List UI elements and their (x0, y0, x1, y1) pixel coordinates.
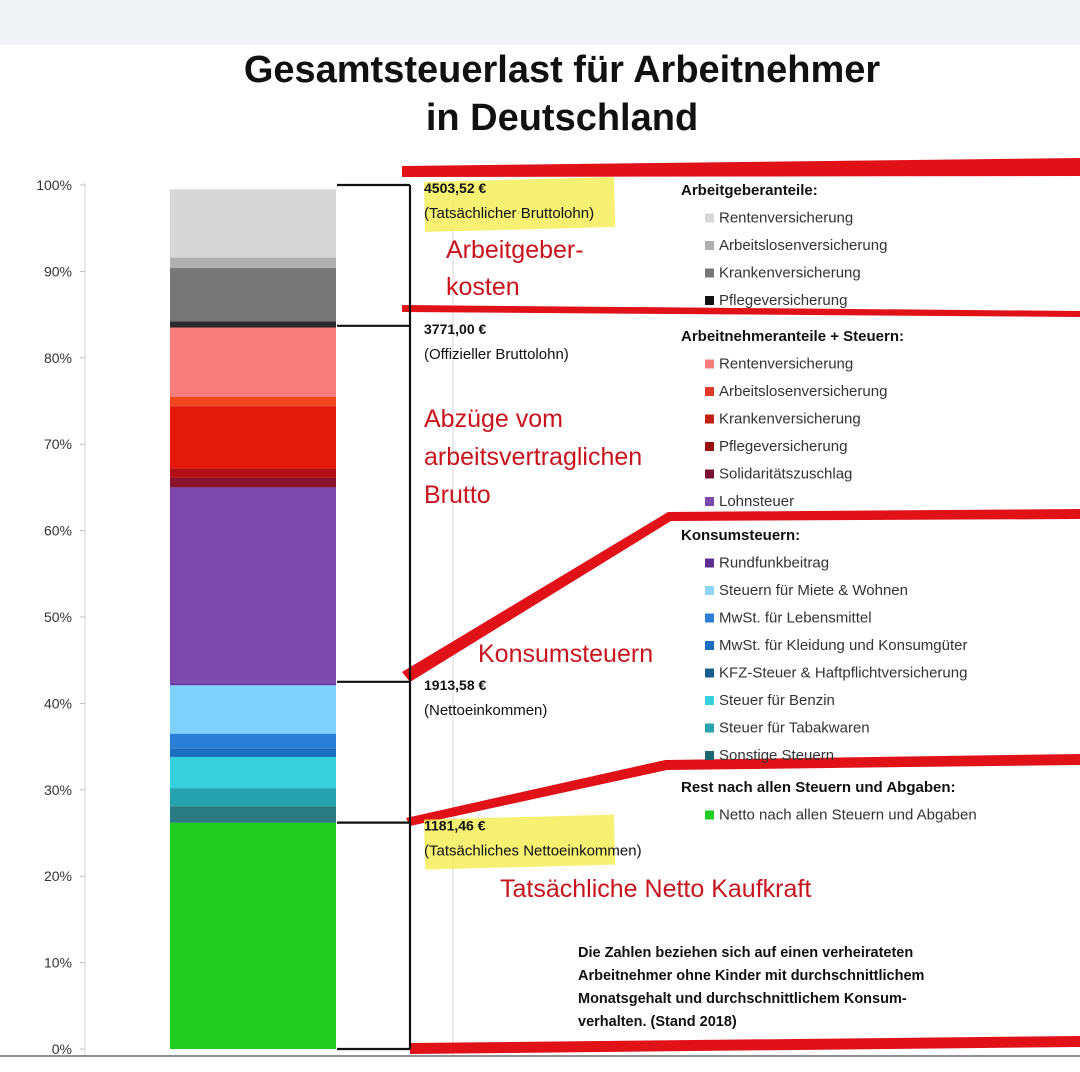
legend-swatch (705, 442, 714, 451)
annotation-consumption: Konsumsteuern (478, 640, 654, 668)
legend-heading: Arbeitgeberanteile: (681, 182, 818, 199)
y-tick-label: 20% (43, 868, 72, 885)
legend-swatch (705, 415, 714, 424)
bar-segment (170, 328, 336, 397)
bar-segment (170, 406, 336, 468)
y-tick-label: 0% (51, 1041, 72, 1057)
y-tick-label: 30% (43, 781, 72, 798)
legend-swatch (705, 811, 714, 820)
legend-swatch (705, 360, 714, 369)
legend-item-label: MwSt. für Lebensmittel (719, 609, 872, 627)
legend-item-label: Rentenversicherung (719, 209, 854, 227)
legend-item-label: Rundfunkbeitrag (719, 554, 830, 572)
bar-segment (170, 683, 336, 686)
amount-value: 4503,52 € (424, 180, 487, 196)
legend-swatch (705, 296, 714, 305)
bar-segment (170, 734, 336, 749)
annotation-deductions-line-1: Abzüge vom (424, 405, 563, 433)
legend-item-label: Solidaritätszuschlag (719, 465, 853, 483)
legend-item-label: Steuer für Tabakwaren (719, 719, 870, 737)
bar-segment (170, 748, 336, 757)
legend-swatch (705, 497, 714, 506)
legend-item-label: Steuer für Benzin (719, 692, 835, 709)
legend-item-label: Krankenversicherung (719, 410, 861, 428)
amount-description: (Nettoeinkommen) (424, 701, 548, 719)
amount-value: 1181,46 € (424, 817, 486, 834)
legend-item-label: Arbeitslosenversicherung (719, 383, 888, 400)
legend-item-label: Rentenversicherung (719, 355, 854, 373)
legend-heading: Arbeitnehmeranteile + Steuern: (681, 328, 904, 345)
stacked-bar (170, 189, 336, 1049)
bar-segment (170, 397, 336, 407)
y-tick-label: 10% (43, 954, 72, 971)
legend-item-label: Pflegeversicherung (719, 438, 848, 455)
y-tick-label: 50% (43, 609, 72, 625)
bar-segment (170, 478, 336, 488)
legend-swatch (705, 669, 714, 678)
y-tick-label: 80% (43, 349, 72, 366)
legend-item-label: Pflegeversicherung (719, 292, 848, 309)
amount-description: (Offizieller Bruttolohn) (424, 345, 569, 363)
legend-swatch (705, 586, 714, 595)
legend-swatch (705, 724, 714, 733)
legend-item-label: Sonstige Steuern (719, 747, 835, 764)
chart-title-line-1: Gesamtsteuerlast für Arbeitnehmer (243, 49, 881, 91)
legend-swatch (705, 214, 714, 223)
legend-heading: Konsumsteuern: (681, 527, 801, 544)
bar-segment (170, 757, 336, 788)
bar-segment (170, 189, 336, 257)
bar-segment (170, 487, 336, 682)
legend-item-label: Arbeitslosenversicherung (719, 237, 888, 254)
footnote-line-4: verhalten. (Stand 2018) (578, 1014, 737, 1030)
annotation-real-net: Tatsächliche Netto Kaufkraft (500, 875, 812, 903)
legend-swatch (705, 269, 714, 278)
legend-swatch (705, 470, 714, 479)
amount-description: (Tatsächliches Nettoeinkommen) (424, 842, 642, 860)
legend-swatch (705, 641, 714, 650)
legend-item-label: Lohnsteuer (719, 493, 795, 510)
bar-segment (170, 322, 336, 328)
annotation-employer-costs-line-1: Arbeitgeber- (446, 236, 584, 264)
bar-segment (170, 685, 336, 733)
legend-swatch (705, 614, 714, 623)
bar-segment (170, 258, 336, 268)
bar-segment (170, 806, 336, 822)
y-tick-label: 60% (43, 522, 72, 539)
annotation-deductions-line-3: Brutto (424, 481, 491, 509)
bar-segment (170, 468, 336, 478)
amount-description: (Tatsächlicher Bruttolohn) (424, 205, 595, 222)
bar-segment (170, 268, 336, 322)
legend-item-label: Netto nach allen Steuern und Abgaben (719, 806, 977, 824)
footnote-line-1: Die Zahlen beziehen sich auf einen verheirateten (578, 945, 914, 961)
legend-swatch (705, 696, 714, 705)
bar-segment (170, 788, 336, 806)
legend-item-label: MwSt. für Kleidung und Konsumgüter (719, 637, 968, 654)
footnote-line-3: Monatsgehalt und durchschnittlichem Konsum- (578, 991, 907, 1007)
legend-swatch (705, 387, 714, 396)
bar-segment (170, 823, 336, 1049)
legend-swatch (705, 751, 714, 760)
amount-value: 1913,58 € (424, 676, 487, 693)
footnote-line-2: Arbeitnehmer ohne Kinder mit durchschnittlichem (578, 968, 925, 984)
y-tick-label: 40% (43, 695, 72, 712)
y-tick-label: 90% (43, 263, 72, 280)
legend-heading: Rest nach allen Steuern und Abgaben: (681, 779, 956, 796)
annotation-employer-costs-line-2: kosten (446, 273, 520, 301)
legend-swatch (705, 241, 714, 250)
amount-value: 3771,00 € (424, 320, 487, 337)
legend-item-label: KFZ-Steuer & Haftpflichtversicherung (719, 664, 968, 682)
chart-title-line-2: in Deutschland (425, 97, 699, 139)
legend-item-label: Krankenversicherung (719, 264, 861, 282)
y-tick-label: 70% (43, 436, 72, 453)
legend-item-label: Steuern für Miete & Wohnen (719, 582, 908, 599)
legend-swatch (705, 559, 714, 568)
annotation-deductions-line-2: arbeitsvertraglichen (424, 443, 643, 471)
y-tick-label: 100% (36, 177, 72, 193)
